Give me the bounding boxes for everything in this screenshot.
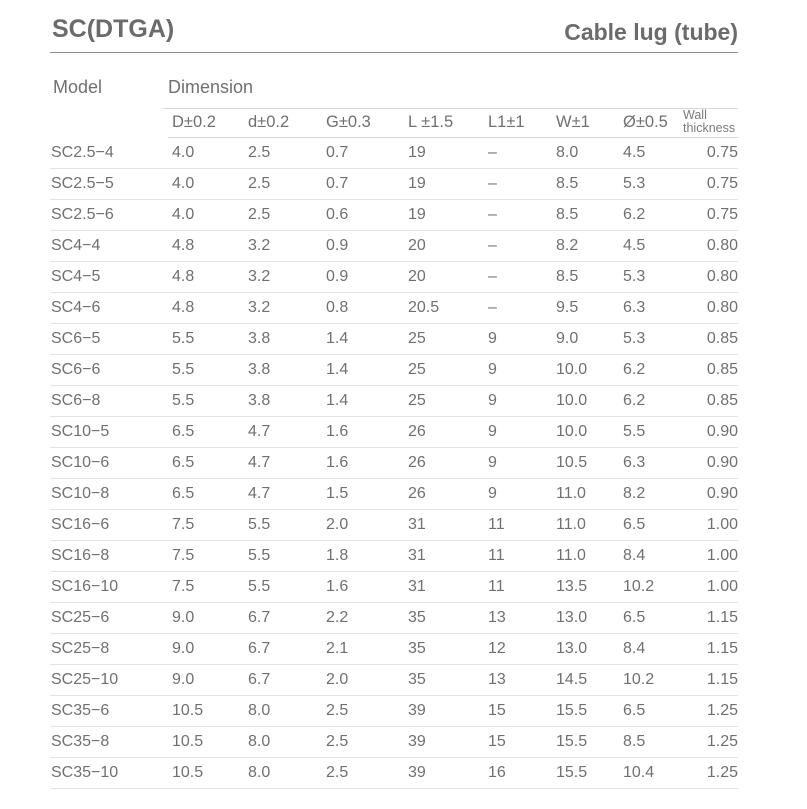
table-row (50, 386, 738, 417)
cell-wall-thickness: 0.90 (683, 479, 738, 510)
cell-D: 10.5 (168, 727, 248, 758)
cell-D: 7.5 (168, 572, 248, 603)
cell-L: 20.5 (408, 293, 488, 324)
cell-L1: 12 (488, 634, 556, 665)
cell-W: 8.2 (556, 231, 623, 262)
cell-diameter: 6.3 (623, 448, 683, 479)
cell-L: 20 (408, 231, 488, 262)
cell-L1: 9 (488, 417, 556, 448)
cell-W: 15.5 (556, 727, 623, 758)
cell-wall-thickness: 1.25 (683, 696, 738, 727)
table-row (50, 448, 738, 479)
cell-G: 0.7 (326, 138, 408, 169)
cell-D: 9.0 (168, 665, 248, 696)
cell-d: 3.2 (248, 293, 326, 324)
cell-model: SC25−6 (50, 603, 168, 634)
cell-W: 13.0 (556, 603, 623, 634)
cell-model: SC10−8 (50, 479, 168, 510)
cell-model: SC35−10 (50, 758, 168, 789)
cell-G: 1.6 (326, 417, 408, 448)
cell-L1: 15 (488, 696, 556, 727)
cell-L1: 11 (488, 510, 556, 541)
cell-L1: 13 (488, 665, 556, 696)
cell-d: 3.8 (248, 386, 326, 417)
cell-L: 31 (408, 572, 488, 603)
cell-wall-thickness: 1.15 (683, 634, 738, 665)
product-subtitle: Cable lug (tube) (564, 19, 738, 45)
cell-W: 9.0 (556, 324, 623, 355)
cell-L: 31 (408, 510, 488, 541)
cell-L1: 9 (488, 386, 556, 417)
cell-L1: 9 (488, 479, 556, 510)
cell-G: 2.5 (326, 758, 408, 789)
cell-diameter: 10.4 (623, 758, 683, 789)
table-row (50, 324, 738, 355)
cell-wall-thickness: 0.85 (683, 386, 738, 417)
cell-model: SC10−6 (50, 448, 168, 479)
cell-model: SC4−4 (50, 231, 168, 262)
cell-d: 8.0 (248, 696, 326, 727)
cell-model: SC25−10 (50, 665, 168, 696)
cell-model: SC10−5 (50, 417, 168, 448)
cell-W: 8.5 (556, 262, 623, 293)
cell-diameter: 5.3 (623, 324, 683, 355)
cell-diameter: 4.5 (623, 231, 683, 262)
cell-wall-thickness: 0.90 (683, 417, 738, 448)
cell-wall-thickness: 0.75 (683, 138, 738, 169)
cell-d: 6.7 (248, 665, 326, 696)
table-row (50, 603, 738, 634)
cell-D: 7.5 (168, 510, 248, 541)
cell-L: 20 (408, 262, 488, 293)
cell-W: 11.0 (556, 479, 623, 510)
cell-G: 1.4 (326, 355, 408, 386)
cell-L: 25 (408, 324, 488, 355)
cell-G: 1.5 (326, 479, 408, 510)
cell-L1: – (488, 169, 556, 200)
cell-d: 3.8 (248, 324, 326, 355)
cell-diameter: 6.3 (623, 293, 683, 324)
cell-d: 4.7 (248, 448, 326, 479)
cell-L: 26 (408, 417, 488, 448)
cell-G: 0.8 (326, 293, 408, 324)
table-row (50, 727, 738, 758)
title-divider (50, 52, 738, 53)
col-header-G: G±0.3 (326, 108, 408, 138)
model-column-header: Model (53, 77, 103, 97)
cell-W: 10.0 (556, 355, 623, 386)
cell-W: 15.5 (556, 696, 623, 727)
cell-wall-thickness: 1.00 (683, 541, 738, 572)
cell-wall-thickness: 1.00 (683, 510, 738, 541)
cell-model: SC4−5 (50, 262, 168, 293)
cell-G: 2.0 (326, 510, 408, 541)
cell-W: 10.5 (556, 448, 623, 479)
cell-d: 5.5 (248, 572, 326, 603)
cell-wall-thickness: 1.25 (683, 727, 738, 758)
table-row (50, 262, 738, 293)
cell-wall-thickness: 1.00 (683, 572, 738, 603)
cell-d: 6.7 (248, 603, 326, 634)
cell-diameter: 5.3 (623, 169, 683, 200)
cell-wall-thickness: 0.75 (683, 169, 738, 200)
cell-L1: – (488, 138, 556, 169)
cell-d: 2.5 (248, 169, 326, 200)
cell-D: 4.0 (168, 200, 248, 231)
cell-diameter: 6.2 (623, 355, 683, 386)
cell-L: 26 (408, 448, 488, 479)
cell-G: 1.4 (326, 386, 408, 417)
cell-d: 3.2 (248, 231, 326, 262)
spec-table-body (50, 138, 738, 789)
col-header-D: D±0.2 (168, 108, 248, 138)
cell-diameter: 4.5 (623, 138, 683, 169)
cell-diameter: 5.3 (623, 262, 683, 293)
table-row (50, 758, 738, 789)
cell-L1: 9 (488, 355, 556, 386)
cell-G: 0.7 (326, 169, 408, 200)
table-row (50, 231, 738, 262)
cell-L1: – (488, 293, 556, 324)
spec-header-row (50, 108, 738, 138)
cell-diameter: 10.2 (623, 665, 683, 696)
cell-d: 2.5 (248, 138, 326, 169)
cell-D: 4.8 (168, 262, 248, 293)
col-header-d: d±0.2 (248, 108, 326, 138)
col-header-diameter: Ø±0.5 (623, 108, 683, 138)
cell-L1: 15 (488, 727, 556, 758)
cell-diameter: 8.4 (623, 634, 683, 665)
cell-L: 39 (408, 696, 488, 727)
cell-W: 8.0 (556, 138, 623, 169)
cell-G: 1.8 (326, 541, 408, 572)
wall-label-line2: thickness (683, 121, 736, 135)
cell-model: SC6−8 (50, 386, 168, 417)
cell-D: 5.5 (168, 324, 248, 355)
cell-diameter: 8.2 (623, 479, 683, 510)
cell-D: 4.8 (168, 231, 248, 262)
cell-wall-thickness: 0.80 (683, 262, 738, 293)
cell-L: 25 (408, 386, 488, 417)
cell-G: 2.2 (326, 603, 408, 634)
cell-D: 6.5 (168, 448, 248, 479)
cell-model: SC16−10 (50, 572, 168, 603)
cell-W: 15.5 (556, 758, 623, 789)
cell-D: 4.8 (168, 293, 248, 324)
cell-W: 8.5 (556, 169, 623, 200)
cell-L1: – (488, 231, 556, 262)
cell-D: 5.5 (168, 355, 248, 386)
cell-diameter: 6.5 (623, 603, 683, 634)
cell-diameter: 6.5 (623, 510, 683, 541)
cell-model: SC16−8 (50, 541, 168, 572)
col-header-L1: L1±1 (488, 108, 556, 138)
table-row (50, 355, 738, 386)
cell-d: 4.7 (248, 417, 326, 448)
table-row (50, 169, 738, 200)
col-header-L: L ±1.5 (408, 108, 488, 138)
cell-model: SC4−6 (50, 293, 168, 324)
cell-wall-thickness: 0.80 (683, 231, 738, 262)
cell-diameter: 6.2 (623, 200, 683, 231)
cell-W: 13.0 (556, 634, 623, 665)
cell-diameter: 6.2 (623, 386, 683, 417)
model-header-spacer (50, 108, 168, 138)
cell-L: 35 (408, 665, 488, 696)
cell-L1: – (488, 262, 556, 293)
cell-diameter: 10.2 (623, 572, 683, 603)
table-row (50, 479, 738, 510)
cell-d: 8.0 (248, 758, 326, 789)
cell-D: 6.5 (168, 479, 248, 510)
cell-D: 9.0 (168, 603, 248, 634)
cell-G: 1.6 (326, 448, 408, 479)
cell-model: SC2.5−4 (50, 138, 168, 169)
cell-L1: 9 (488, 448, 556, 479)
cell-d: 5.5 (248, 541, 326, 572)
cell-diameter: 5.5 (623, 417, 683, 448)
cell-D: 4.0 (168, 169, 248, 200)
cell-L: 39 (408, 758, 488, 789)
cell-G: 2.5 (326, 696, 408, 727)
cell-d: 4.7 (248, 479, 326, 510)
cell-L1: 9 (488, 324, 556, 355)
cell-diameter: 6.5 (623, 696, 683, 727)
cell-d: 3.8 (248, 355, 326, 386)
cell-model: SC25−8 (50, 634, 168, 665)
cell-W: 11.0 (556, 541, 623, 572)
cell-D: 4.0 (168, 138, 248, 169)
page-title: SC(DTGA) (52, 15, 175, 43)
table-row (50, 696, 738, 727)
cell-L: 19 (408, 200, 488, 231)
cell-wall-thickness: 0.90 (683, 448, 738, 479)
table-row (50, 541, 738, 572)
cell-model: SC2.5−5 (50, 169, 168, 200)
cell-G: 1.6 (326, 572, 408, 603)
cell-W: 14.5 (556, 665, 623, 696)
cell-d: 5.5 (248, 510, 326, 541)
cell-D: 9.0 (168, 634, 248, 665)
cell-diameter: 8.4 (623, 541, 683, 572)
cell-L1: – (488, 200, 556, 231)
cell-L1: 11 (488, 572, 556, 603)
cell-L: 26 (408, 479, 488, 510)
cell-D: 6.5 (168, 417, 248, 448)
cell-wall-thickness: 1.25 (683, 758, 738, 789)
table-row (50, 510, 738, 541)
spec-table (50, 108, 738, 789)
cell-W: 13.5 (556, 572, 623, 603)
cell-W: 11.0 (556, 510, 623, 541)
table-row (50, 572, 738, 603)
cell-G: 1.4 (326, 324, 408, 355)
cell-d: 6.7 (248, 634, 326, 665)
cell-D: 10.5 (168, 758, 248, 789)
cell-L: 19 (408, 169, 488, 200)
table-row (50, 417, 738, 448)
cell-D: 10.5 (168, 696, 248, 727)
cell-model: SC6−6 (50, 355, 168, 386)
cell-G: 2.0 (326, 665, 408, 696)
dimension-group-header: Dimension (168, 77, 254, 97)
cell-wall-thickness: 0.85 (683, 355, 738, 386)
table-row (50, 138, 738, 169)
table-row (50, 200, 738, 231)
cell-L: 35 (408, 603, 488, 634)
cell-model: SC16−6 (50, 510, 168, 541)
cell-model: SC2.5−6 (50, 200, 168, 231)
cell-L1: 11 (488, 541, 556, 572)
cell-L: 25 (408, 355, 488, 386)
cell-wall-thickness: 0.75 (683, 200, 738, 231)
table-row (50, 634, 738, 665)
cell-diameter: 8.5 (623, 727, 683, 758)
cell-wall-thickness: 1.15 (683, 603, 738, 634)
cell-L: 35 (408, 634, 488, 665)
table-row (50, 665, 738, 696)
cell-G: 0.6 (326, 200, 408, 231)
cell-W: 10.0 (556, 386, 623, 417)
cell-G: 2.5 (326, 727, 408, 758)
cell-D: 7.5 (168, 541, 248, 572)
cell-L: 39 (408, 727, 488, 758)
table-row (50, 293, 738, 324)
col-header-W: W±1 (556, 108, 623, 138)
wall-label-line1: Wall (683, 108, 707, 122)
cell-D: 5.5 (168, 386, 248, 417)
cell-wall-thickness: 0.85 (683, 324, 738, 355)
cell-W: 9.5 (556, 293, 623, 324)
cell-d: 2.5 (248, 200, 326, 231)
cell-L: 19 (408, 138, 488, 169)
cell-L1: 16 (488, 758, 556, 789)
cell-G: 0.9 (326, 262, 408, 293)
cell-G: 2.1 (326, 634, 408, 665)
cell-wall-thickness: 1.15 (683, 665, 738, 696)
cell-L1: 13 (488, 603, 556, 634)
cell-model: SC35−8 (50, 727, 168, 758)
cell-W: 8.5 (556, 200, 623, 231)
col-header-wall-thickness (683, 108, 738, 138)
cell-W: 10.0 (556, 417, 623, 448)
cell-wall-thickness: 0.80 (683, 293, 738, 324)
cell-d: 8.0 (248, 727, 326, 758)
cell-L: 31 (408, 541, 488, 572)
cell-G: 0.9 (326, 231, 408, 262)
cell-model: SC35−6 (50, 696, 168, 727)
cell-model: SC6−5 (50, 324, 168, 355)
cell-d: 3.2 (248, 262, 326, 293)
